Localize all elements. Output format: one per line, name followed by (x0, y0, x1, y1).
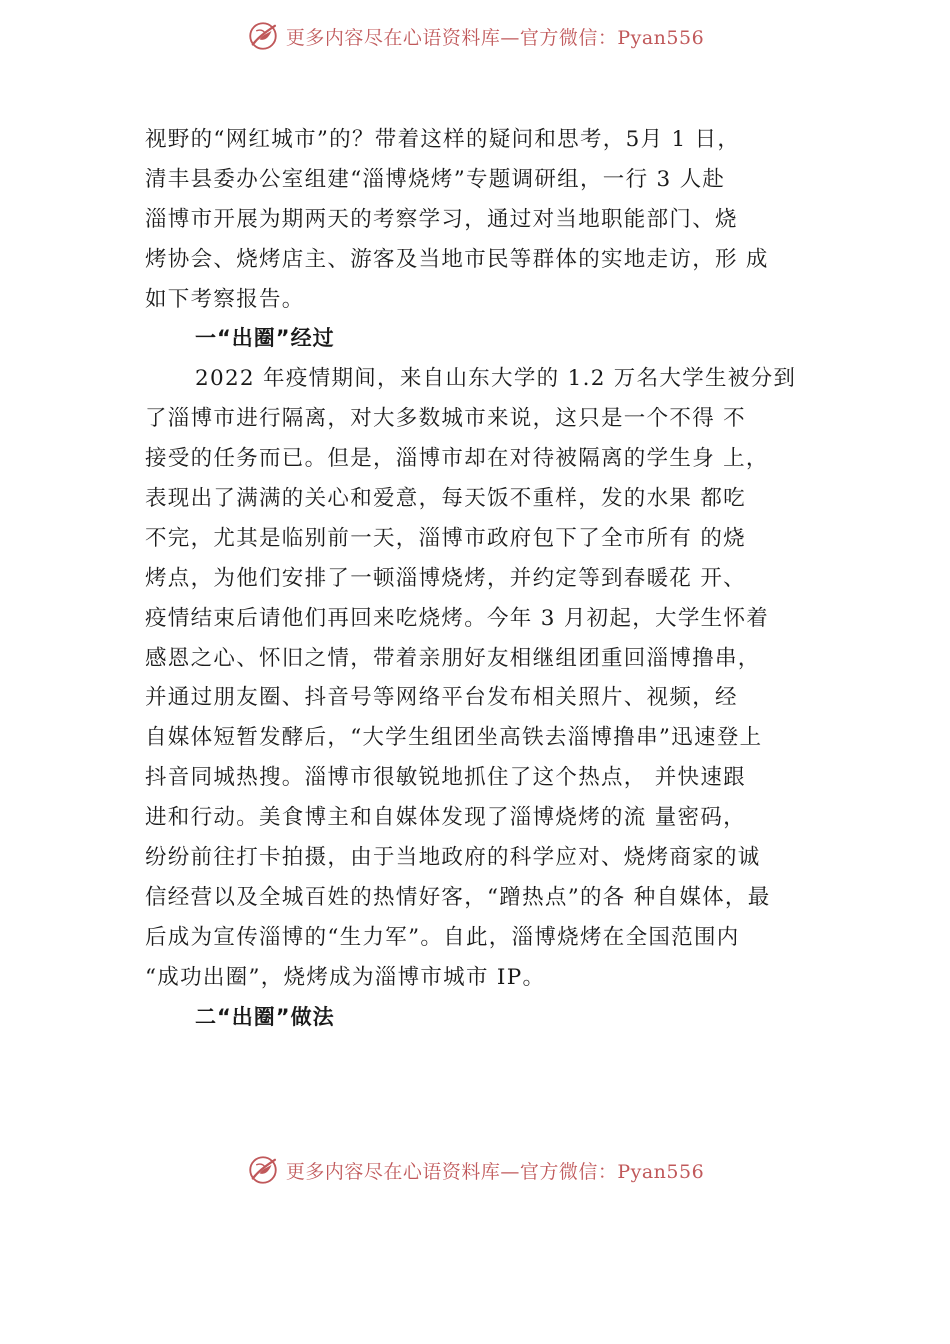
leaf-swirl-logo-icon (246, 19, 280, 53)
paragraph-line: 抖音同城热搜。淄博市很敏锐地抓住了这个热点， 并快速跟 (145, 765, 746, 791)
section-heading-2: 二“出圈”做法 (195, 1004, 335, 1029)
paragraph-line: 不完，尤其是临别前一天，淄博市政府包下了全市所有 的烧 (145, 525, 746, 551)
paragraph-line: 并通过朋友圈、抖音号等网络平台发布相关照片、视频，经 (145, 685, 738, 711)
paragraph-line: 疫情结束后请他们再回来吃烧烤。今年 3 月初起，大学生怀着 (145, 605, 770, 631)
paragraph-line: 淄博市开展为期两天的考察学习，通过对当地职能部门、烧 (145, 206, 738, 232)
footer-banner (0, 1150, 950, 1190)
header-banner (0, 16, 950, 56)
paragraph-line: 接受的任务而已。但是，淄博市却在对待被隔离的学生身 上， (145, 446, 769, 472)
paragraph-line: 表现出了满满的关心和爱意，每天饭不重样，发的水果 都吃 (145, 486, 746, 512)
paragraph-line: 视野的“网红城市”的？带着这样的疑问和思考，5月 1 日， (145, 127, 741, 152)
paragraph-line: 了淄博市进行隔离，对大多数城市来说，这只是一个不得 不 (145, 406, 746, 432)
banner-text: 更多内容尽在心语资料库—官方微信：Pyan556 (285, 1160, 705, 1183)
paragraph-line: 清丰县委办公室组建“淄博烧烤”专题调研组，一行 3 人赴 (145, 166, 726, 192)
paragraph-line: 自媒体短暂发酵后，“大学生组团坐高铁去淄博撸串”迅速登上 (145, 725, 763, 751)
paragraph-line: “成功出圈”，烧烤成为淄博市城市 IP。 (145, 964, 546, 990)
paragraph-line: 烤协会、烧烤店主、游客及当地市民等群体的实地走访，形 成 (145, 246, 769, 272)
section-heading-1: 一“出圈”经过 (195, 326, 335, 351)
paragraph-line: 进和行动。美食博主和自媒体发现了淄博烧烤的流 量密码， (145, 805, 746, 831)
paragraph-line: 纷纷前往打卡拍摄，由于当地政府的科学应对、烧烤商家的诚 (145, 845, 761, 871)
paragraph-line: 烤点，为他们安排了一顿淄博烧烤，并约定等到春暖花 开、 (145, 565, 746, 591)
paragraph-line: 后成为宣传淄博的“生力军”。自此，淄博烧烤在全国范围内 (145, 924, 740, 950)
leaf-swirl-logo-icon (246, 1153, 280, 1187)
paragraph-line: 如下考察报告。 (145, 286, 305, 312)
banner-text: 更多内容尽在心语资料库—官方微信：Pyan556 (285, 26, 705, 49)
document-body (145, 120, 835, 1037)
paragraph-line: 信经营以及全城百姓的热情好客，“蹭热点”的各 种自媒体，最 (145, 884, 771, 910)
paragraph-line: 2022 年疫情期间，来自山东大学的 1.2 万名大学生被分到 (195, 366, 797, 392)
paragraph-line: 感恩之心、怀旧之情，带着亲朋好友相继组团重回淄博撸串， (145, 645, 761, 671)
